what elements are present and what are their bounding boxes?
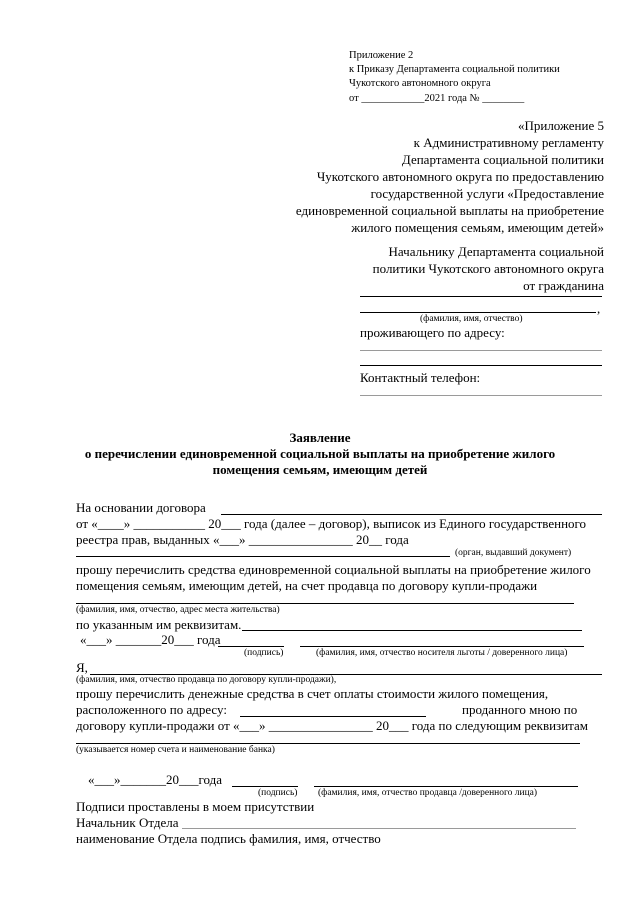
regulation-line: Департамента социальной политики xyxy=(401,152,604,167)
address-label: проживающего по адресу: xyxy=(360,325,505,340)
dept-head-line[interactable] xyxy=(182,828,576,829)
issuer-line[interactable] xyxy=(76,556,450,557)
regulation-line: единовременной социальной выплаты на приобретение xyxy=(295,203,604,218)
date-line: «___» _______20___ года xyxy=(80,632,221,647)
body-text: наименование Отдела подпись фамилия, имя, отчество xyxy=(76,831,381,846)
attachment-line: к Приказу Департамента социальной политики xyxy=(349,64,560,75)
addressee-line: политики Чукотского автономного округа xyxy=(372,261,604,276)
comma: , xyxy=(597,301,601,316)
signature-line[interactable] xyxy=(232,786,298,787)
body-text: расположенного по адресу: xyxy=(76,702,227,717)
body-text: по указанным им реквизитам. xyxy=(76,617,242,632)
body-text: реестра прав, выданных «___» ________________ 20__ года xyxy=(76,532,409,547)
body-text: договору купли-продажи от «___» ________________ 20___ года по следующим реквизитам xyxy=(76,718,588,733)
phone-label: Контактный телефон: xyxy=(360,370,481,385)
seller-caption: (фамилия, имя, отчество, адрес места жительства) xyxy=(76,605,280,615)
body-text: помещения семьям, имеющим детей, на счет продавца по договору купли-продажи xyxy=(76,578,538,593)
regulation-line: жилого помещения семьям, имеющим детей» xyxy=(351,220,604,235)
addressee-line: Начальнику Департамента социальной xyxy=(388,244,604,259)
citizen-name-line-2[interactable] xyxy=(360,312,596,313)
fio-caption: (фамилия, имя, отчество) xyxy=(420,314,523,324)
regulation-line: к Административному регламенту xyxy=(413,135,604,150)
regulation-line: Чукотского автономного округа по предоставлению xyxy=(316,169,604,184)
phone-line[interactable] xyxy=(360,395,602,396)
date-line: «___»_______20___года xyxy=(88,772,223,787)
bank-caption: (указывается номер счета и наименование банка) xyxy=(76,745,275,755)
issuer-caption: (орган, выдавший документ) xyxy=(455,548,572,558)
holder-name-line[interactable] xyxy=(300,646,584,647)
body-text: На основании договора xyxy=(76,500,206,515)
seller-caption: (фамилия, имя, отчество продавца по договору купли-продажи), xyxy=(76,675,337,685)
regulation-line: государственной услуги «Предоставление xyxy=(370,186,604,201)
attachment-line: Приложение 2 xyxy=(349,50,414,61)
signature-caption: (подпись) xyxy=(244,648,284,658)
addressee-line: от гражданина xyxy=(523,278,604,293)
title-line: о перечислении единовременной социальной выплаты на приобретение жилого xyxy=(84,446,556,461)
body-text: Я, xyxy=(76,660,88,675)
body-text: прошу перечислить средства единовременной социальной выплаты на приобретение жилого xyxy=(76,562,591,577)
signature-line[interactable] xyxy=(218,646,284,647)
seller-signer-caption: (фамилия, имя, отчество продавца /доверенного лица) xyxy=(318,788,538,798)
requisites-line[interactable] xyxy=(242,630,582,631)
body-text: прошу перечислить денежные средства в счет оплаты стоимости жилого помещения, xyxy=(76,686,549,701)
attachment-date-line: от ____________2021 года № ________ xyxy=(349,93,525,104)
seller-signer-line[interactable] xyxy=(314,786,578,787)
body-text: Начальник Отдела xyxy=(76,815,179,830)
title-line: помещения семьям, имеющим детей xyxy=(212,462,428,477)
seller-line[interactable] xyxy=(76,603,574,604)
holder-caption: (фамилия, имя, отчество носителя льготы / доверенного лица) xyxy=(316,648,568,658)
contract-line[interactable] xyxy=(221,514,602,515)
body-text: Подписи проставлены в моем присутствии xyxy=(76,799,315,814)
citizen-name-line-1[interactable] xyxy=(360,296,602,297)
address-line-2[interactable] xyxy=(360,365,602,366)
regulation-line: «Приложение 5 xyxy=(517,118,604,133)
address-line-1[interactable] xyxy=(360,350,602,351)
attachment-line: Чукотского автономного округа xyxy=(349,78,491,89)
body-text: проданного мною по xyxy=(462,702,578,717)
bank-line[interactable] xyxy=(76,743,580,744)
title-line: Заявление xyxy=(289,430,351,445)
property-address-line[interactable] xyxy=(240,716,426,717)
body-text: от «____» ___________ 20___ года (далее – договор), выписок из Единого государственного xyxy=(76,516,587,531)
signature-caption: (подпись) xyxy=(258,788,298,798)
